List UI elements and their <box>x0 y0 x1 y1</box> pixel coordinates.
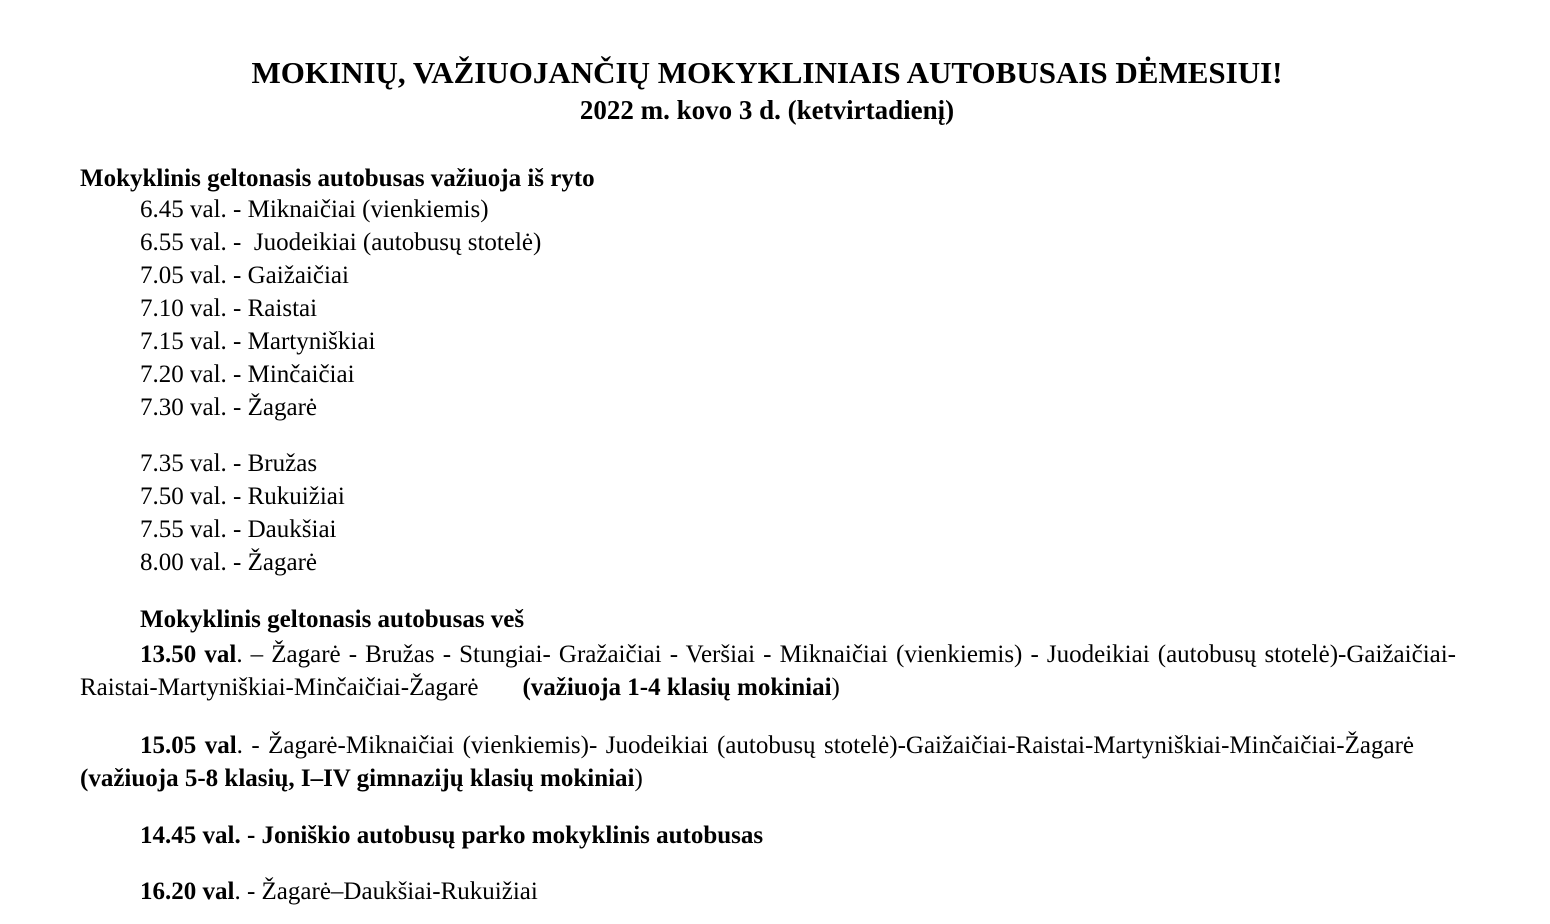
stop-row: 7.50 val. - Rukuižiai <box>140 483 345 510</box>
document-date: 2022 m. kovo 3 d. (ketvirtadienį) <box>579 95 955 125</box>
route-time: 15.05 val <box>140 732 237 759</box>
stop-row: 7.05 val. - Gaižaičiai <box>140 262 349 289</box>
morning-heading: Mokyklinis geltonasis autobusas važiuoja iš ryto <box>80 165 595 192</box>
route-paragraph-1505: 15.05 val. - Žagarė-Miknaičiai (vienkiemis)- Juodeikiai (autobusų stotelė)-Gaižaičiai-Raistai-Martyniškiai-Minčaičiai-Žagarė(važiuoja 5-8 klasių, I–IV gimnazijų klasių mokiniai) <box>80 732 1414 792</box>
route-note: (važiuoja 1-4 klasių mokiniai <box>522 674 832 701</box>
route-line-1445 <box>140 820 763 852</box>
route-text: . - Žagarė-Miknaičiai (vienkiemis)- Juodeikiai (autobusų stotelė)-Gaižaičiai-Raistai-Martyniškiai-Minčaičiai-Žagarė <box>236 732 1414 759</box>
route-text: . - Žagarė–Daukšiai-Rukuižiai <box>234 878 538 905</box>
route-text: . – Žagarė - Bružas - Stungiai- Gražaičiai - Veršiai - Miknaičiai (vienkiemis) - Juodeikiai (autobusų stotelė)-Gaižaičiai- Raistai-Martyniškiai-Minčaičiai-Žagarė <box>80 641 1457 701</box>
document-title: MOKINIŲ, VAŽIUOJANČIŲ MOKYKLINIAIS AUTOBUSAIS DĖMESIUI! <box>251 55 1283 90</box>
afternoon-heading: Mokyklinis geltonasis autobusas veš <box>140 606 525 633</box>
route-text: . - Joniškio autobusų parko mokyklinis autobusas <box>234 822 764 849</box>
route-time: 14.45 val <box>140 822 235 849</box>
route-note: (važiuoja 5-8 klasių, I–IV gimnazijų klasių mokiniai <box>80 765 635 792</box>
stop-row: 7.15 val. - Martyniškiai <box>140 328 376 355</box>
stop-row: 8.00 val. - Žagarė <box>140 549 318 576</box>
route-paragraph-1350: 13.50 val. – Žagarė - Bružas - Stungiai- Gražaičiai - Veršiai - Miknaičiai (vienkiemis) - Juodeikiai (autobusų stotelė)-Gaižaičiai- Raistai-Martyniškiai-Minčaičiai-Žagarė (važiuoja 1-4 klasių mokiniai) <box>80 641 1457 701</box>
route-time: 16.20 val <box>140 878 235 905</box>
route-line-1620 <box>140 876 538 908</box>
stop-row: 7.55 val. - Daukšiai <box>140 516 337 543</box>
stop-row: 7.20 val. - Minčaičiai <box>140 361 355 388</box>
route-time: 13.50 val <box>140 641 237 668</box>
stop-row: 7.30 val. - Žagarė <box>140 394 318 421</box>
stop-row: 7.35 val. - Bružas <box>140 450 318 477</box>
stop-row: 7.10 val. - Raistai <box>140 295 318 322</box>
stop-row: 6.55 val. - Juodeikiai (autobusų stotelė) <box>140 229 542 256</box>
stop-row: 6.45 val. - Miknaičiai (vienkiemis) <box>140 196 489 223</box>
